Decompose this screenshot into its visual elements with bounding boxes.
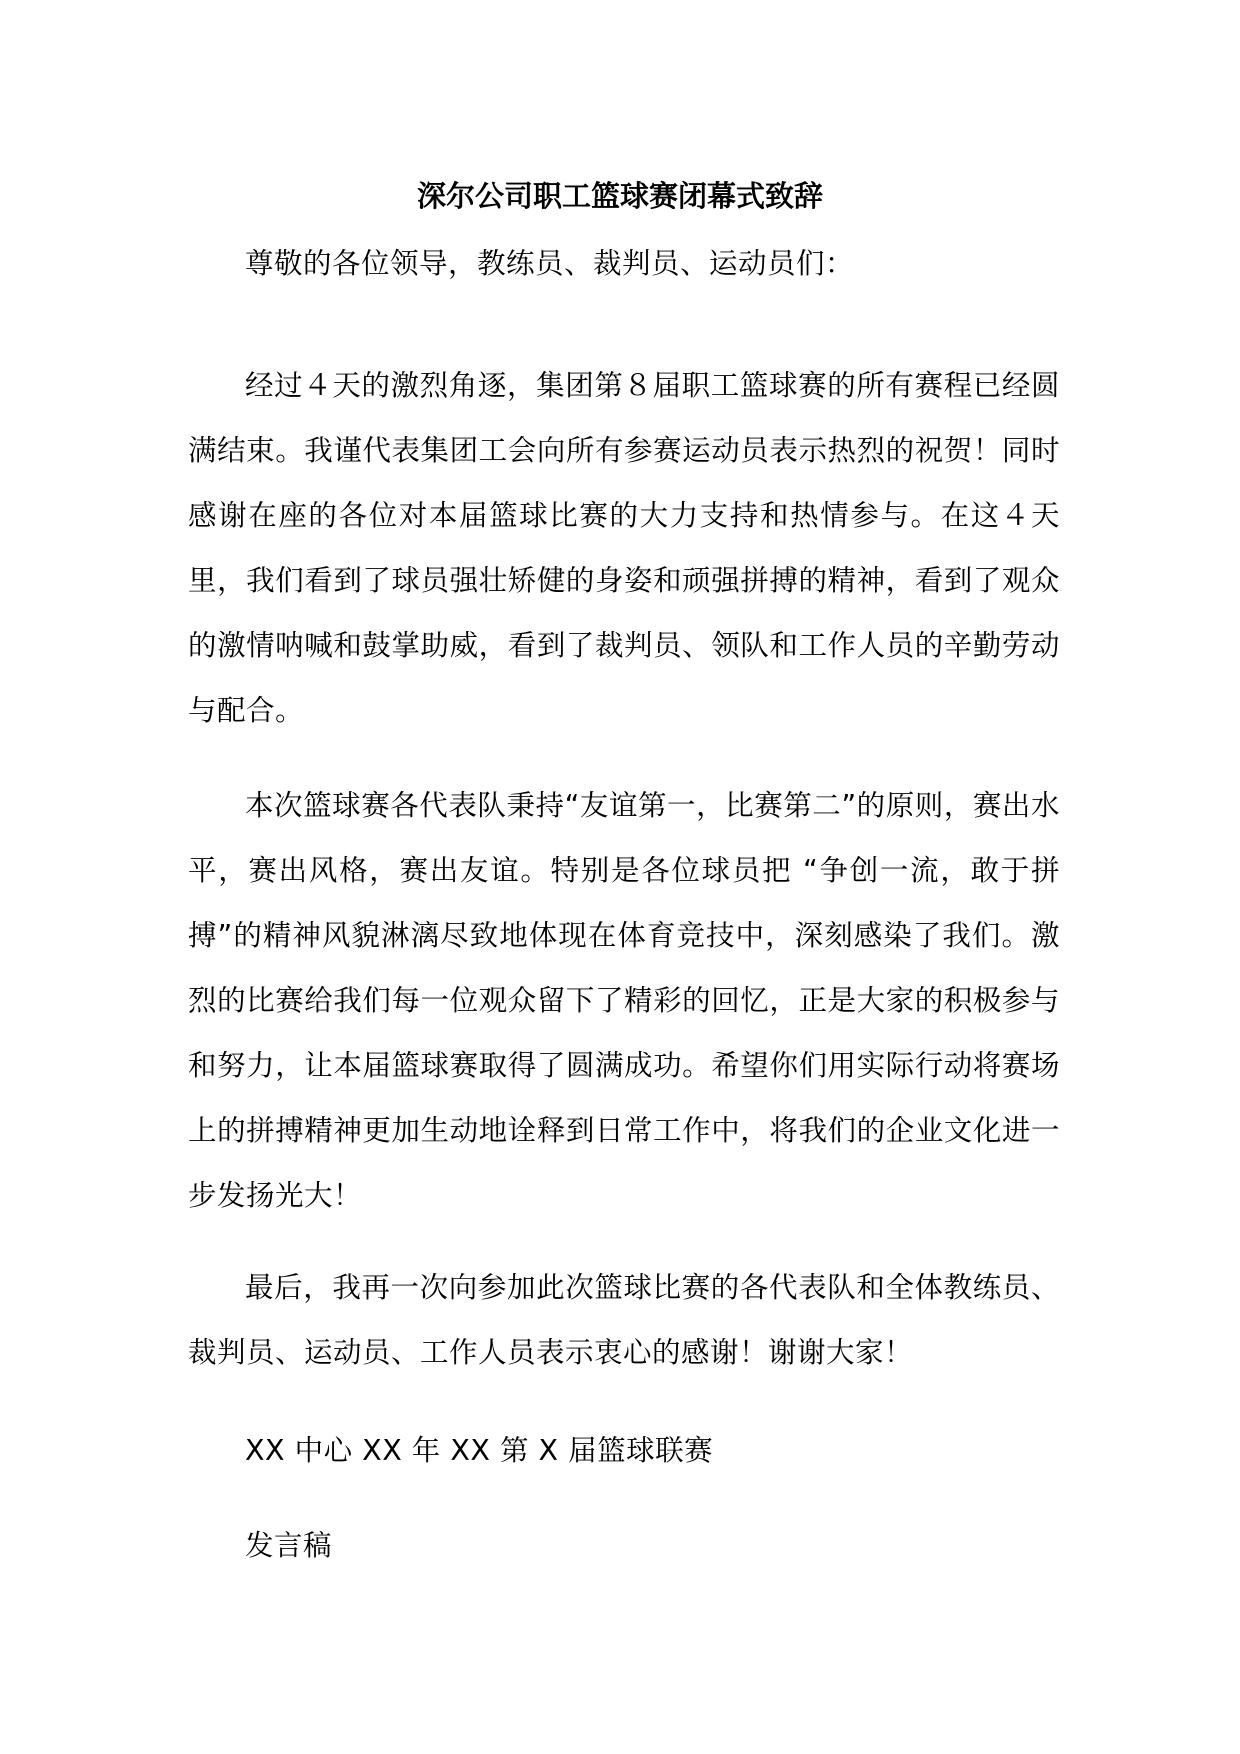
body-paragraph-2: 本次篮球赛各代表队秉持“友谊第一，比赛第二”的原则，赛出水平，赛出风格，赛出友谊。特别是各位球员把 “争创一流，敢于拼搏”的精神风貌淋漓尽致地体现在体育竞技中，深刻感染了我们。激烈的比赛给我们每一位观众留下了精彩的回忆，正是大家的积极参与和努力，让本届篮球赛取得了圆满成功。希望你们用实际行动将赛场上的拼搏精神更加生动地诠释到日常工作中，将我们的企业文化进一步发扬光大！ (188, 789, 1060, 1212)
document-title: 深尔公司职工篮球赛闭幕式致辞 (416, 179, 823, 213)
body-paragraph-3: 最后，我再一次向参加此次篮球比赛的各代表队和全体教练员、裁判员、运动员、工作人员表示衷心的感谢！谢谢大家！ (188, 1271, 1060, 1369)
body-paragraph-1: 经过４天的激烈角逐，集团第８届职工篮球赛的所有赛程已经圆满结束。我谨代表集团工会向所有参赛运动员表示热烈的祝贺！同时感谢在座的各位对本届篮球比赛的大力支持和热情参与。在这４天里，我们看到了球员强壮矫健的身姿和顽强拼搏的精神，看到了观众的激情呐喊和鼓掌助威，看到了裁判员、领队和工作人员的辛勤劳动与配合。 (188, 369, 1060, 727)
footer-label: 发言稿 (245, 1529, 333, 1562)
salutation: 尊敬的各位领导，教练员、裁判员、运动员们： (245, 247, 855, 280)
signature-line: XX 中心 XX 年 XX 第 X 届篮球联赛 (245, 1434, 714, 1467)
